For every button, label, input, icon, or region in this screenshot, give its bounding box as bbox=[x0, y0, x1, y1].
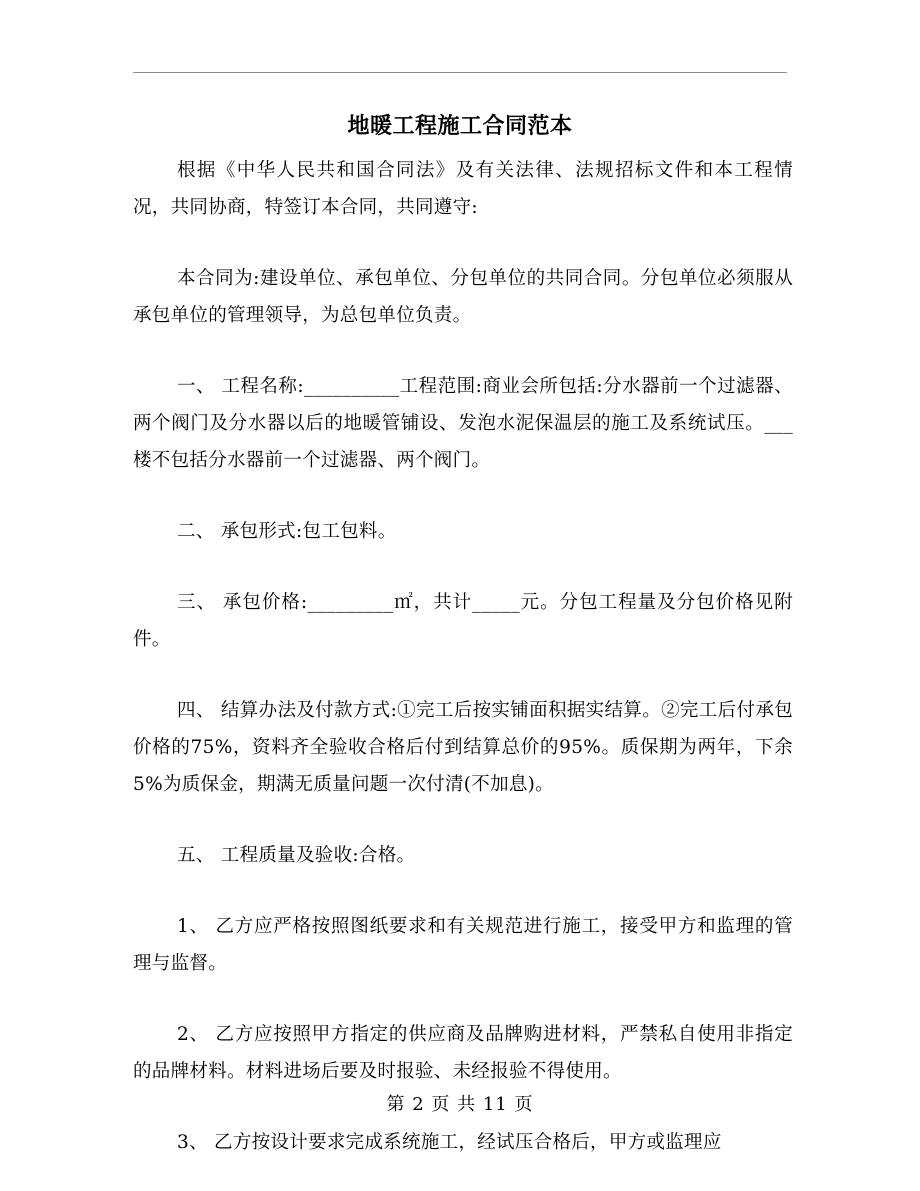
paragraph-contract-parties: 本合同为:建设单位、承包单位、分包单位的共同合同。分包单位必须服从承包单位的管理领导，为总包单位负责。 bbox=[133, 268, 793, 326]
document-title: 地暖工程施工合同范本 bbox=[347, 113, 573, 139]
document-body bbox=[133, 152, 793, 1161]
page-number: 第 2 页 共 11 页 bbox=[386, 1094, 534, 1115]
paragraph-clause-1: 一、 工程名称:__________工程范围:商业会所包括:分水器前一个过滤器、两个阀门及分水器以后的地暖管铺设、发泡水泥保温层的施工及系统试压。___楼不包括分水器前一个过滤器、两个阀门。 bbox=[133, 376, 793, 471]
paragraph-item-3: 3、 乙方按设计要求完成系统施工，经试压合格后，甲方或监理应 bbox=[177, 1132, 722, 1153]
paragraph-item-2: 2、 乙方应按照甲方指定的供应商及品牌购进材料，严禁私自使用非指定的品牌材料。材料进场后要及时报验、未经报验不得使用。 bbox=[133, 1024, 793, 1082]
paragraph-intro: 根据《中华人民共和国合同法》及有关法律、法规招标文件和本工程情况，共同协商，特签订本合同，共同遵守: bbox=[133, 160, 793, 218]
paragraph-clause-2: 二、 承包形式:包工包料。 bbox=[177, 521, 397, 542]
paragraph-clause-3: 三、 承包价格:_________㎡，共计_____元。分包工程量及分包价格见附件。 bbox=[133, 592, 793, 650]
header-rule bbox=[133, 72, 787, 73]
paragraph-clause-4: 四、 结算办法及付款方式:①完工后按实铺面积据实结算。②完工后付承包价格的75%，资料齐全验收合格后付到结算总价的95%。质保期为两年，下余5%为质保金，期满无质量问题一次付清(不加息)。 bbox=[133, 700, 793, 795]
paragraph-clause-5: 五、 工程质量及验收:合格。 bbox=[177, 845, 416, 866]
paragraph-item-1: 1、 乙方应严格按照图纸要求和有关规范进行施工，接受甲方和监理的管理与监督。 bbox=[133, 916, 793, 974]
